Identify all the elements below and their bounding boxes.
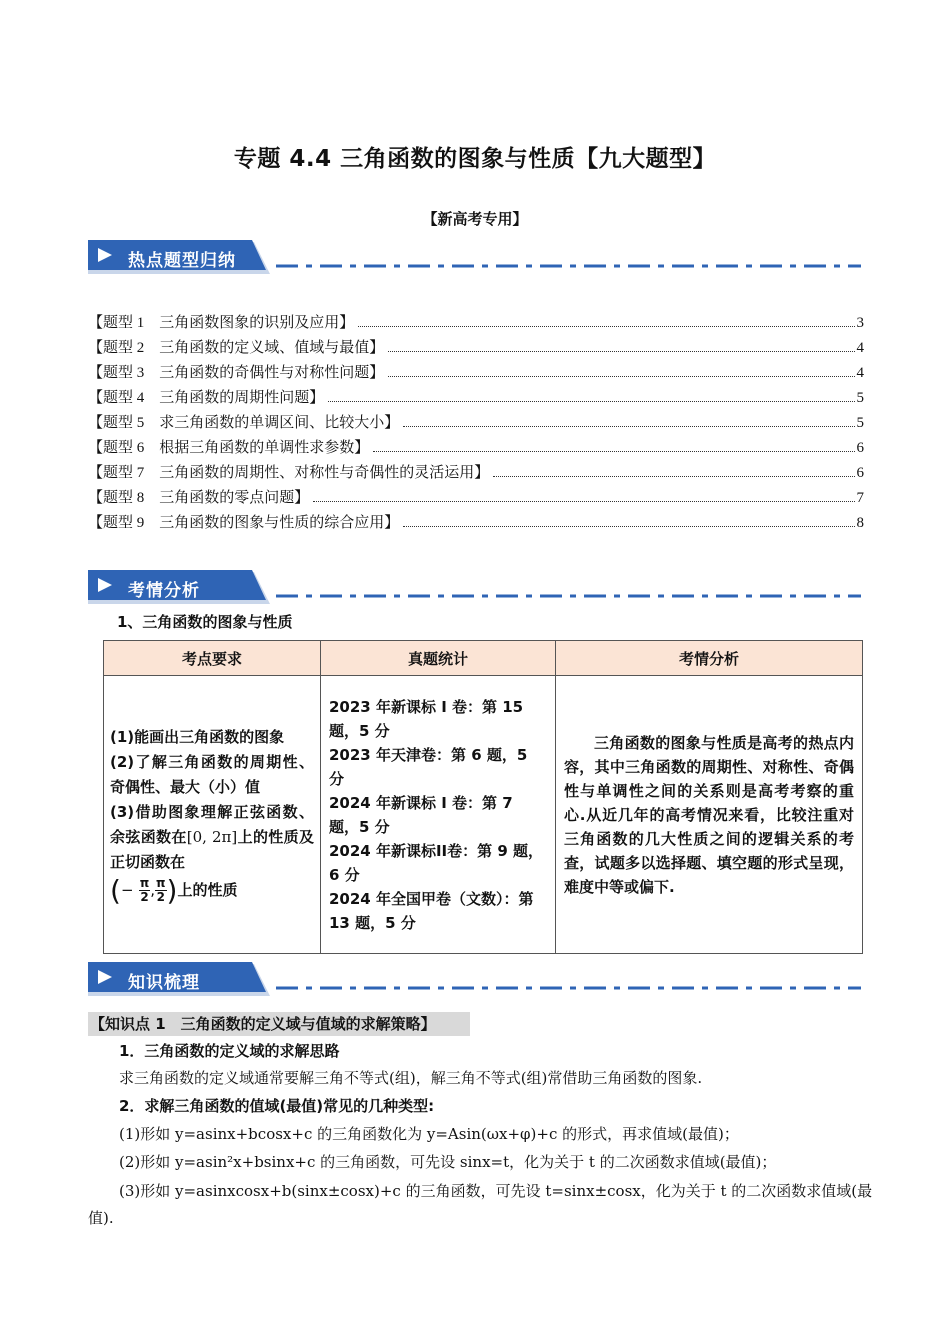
toc-item-label: 【题型 3 三角函数的奇偶性与对称性问题】 xyxy=(88,365,385,381)
toc-item-1[interactable] xyxy=(88,310,864,332)
exam-item: 2023 年天津卷：第 6 题，5 分 xyxy=(329,745,528,788)
table-header-exams: 真题统计 xyxy=(321,641,556,676)
fraction-neg-pi-over-2 xyxy=(139,877,151,904)
toc-item-label: 【题型 8 三角函数的零点问题】 xyxy=(88,490,310,506)
fraction-numerator: π xyxy=(156,876,166,890)
exam-item: 2024 年新课标II卷：第 9 题，6 分 xyxy=(329,841,544,884)
banner-knowledge-label: 知识梳理 xyxy=(128,973,200,993)
toc-item-page: 7 xyxy=(856,490,864,506)
table-header-requirements: 考点要求 xyxy=(104,641,321,676)
toc-item-page: 5 xyxy=(856,390,864,406)
list-item-2: (2)形如 y=asin²x+bsinx+c 的三角函数，可先设 sinx=t，化为关于 t 的二次函数求值域(最值)； xyxy=(119,1153,777,1171)
requirement-1: (1)能画出三角函数的图象 xyxy=(110,728,285,746)
banner-dash-line xyxy=(276,264,861,268)
toc-item-page: 4 xyxy=(856,365,864,381)
toc-item-label: 【题型 9 三角函数的图象与性质的综合应用】 xyxy=(88,515,400,531)
toc-item-7[interactable] xyxy=(88,460,864,482)
knowledge-point-1-title: 【知识点 1 三角函数的定义域与值域的求解策略】 xyxy=(88,1012,470,1036)
paragraph-1: 求三角函数的定义域通常要解三角不等式(组)，解三角不等式(组)常借助三角函数的图象. xyxy=(119,1069,703,1087)
analysis-cell xyxy=(556,676,863,954)
fraction-denominator: 2 xyxy=(140,890,149,904)
list-item-3: (3)形如 y=asinxcosx+b(sinx±cosx)+c 的三角函数，可先设 t=sinx±cosx，化为关于 t 的二次函数求值域(最 xyxy=(119,1182,873,1200)
toc-item-6[interactable] xyxy=(88,435,864,457)
heading-1: 1．三角函数的定义域的求解思路 xyxy=(119,1042,340,1060)
toc-item-page: 8 xyxy=(856,515,864,531)
list-item-1: (1)形如 y=asinx+bcosx+c 的三角函数化为 y=Asin(ωx+φ)+c 的形式，再求值域(最值)； xyxy=(119,1125,739,1143)
requirement-3 xyxy=(110,800,314,907)
requirement-3-text-c: 上的性质 xyxy=(177,881,238,899)
banner-toc xyxy=(88,240,888,276)
heading-2: 2．求解三角函数的值域(最值)常见的几种类型: xyxy=(119,1097,435,1115)
toc-item-page: 3 xyxy=(856,315,864,331)
exam-item: 2024 年全国甲卷（文数）：第 13 题，5 分 xyxy=(329,889,534,932)
fraction-pi-over-2 xyxy=(155,877,167,904)
toc-item-2[interactable] xyxy=(88,335,864,357)
interval-row: (− $\frac{\pi}{2}$ , $\frac{\pi}{2}$ )上的性质 xyxy=(110,874,238,907)
banner-analysis xyxy=(88,570,888,606)
toc-item-label: 【题型 7 三角函数的周期性、对称性与奇偶性的灵活运用】 xyxy=(88,465,490,481)
requirement-3-text-a: (3)借助图象理解正弦函数、余弦函数在 xyxy=(110,803,314,846)
exam-item: 2023 年新课标 I 卷：第 15 题，5 分 xyxy=(329,697,524,740)
right-paren: ) xyxy=(166,874,178,907)
banner-dash-line xyxy=(276,594,861,598)
requirements-cell xyxy=(104,676,321,954)
list-item-3-cont: 值). xyxy=(88,1209,114,1227)
toc-item-page: 4 xyxy=(856,340,864,356)
toc-item-label: 【题型 4 三角函数的周期性问题】 xyxy=(88,390,325,406)
banner-dash-line xyxy=(276,986,861,990)
fraction-denominator: 2 xyxy=(156,890,165,904)
left-paren: ( xyxy=(110,874,121,907)
toc-item-label: 【题型 6 根据三角函数的单调性求参数】 xyxy=(88,440,370,456)
toc-item-page: 5 xyxy=(856,415,864,431)
banner-knowledge xyxy=(88,962,888,998)
exam-item: 2024 年新课标 I 卷：第 7 题，5 分 xyxy=(329,793,513,836)
table-header-analysis: 考情分析 xyxy=(556,641,863,676)
fraction-numerator: π xyxy=(139,876,150,890)
banner-toc-label: 热点题型归纳 xyxy=(128,251,236,271)
toc-item-5[interactable] xyxy=(88,410,864,432)
toc-item-8[interactable] xyxy=(88,485,864,507)
toc-item-4[interactable] xyxy=(88,385,864,407)
page-subtitle: 【新高考专用】 xyxy=(422,210,528,228)
toc-item-label: 【题型 5 求三角函数的单调区间、比较大小】 xyxy=(88,415,400,431)
toc-item-page: 6 xyxy=(856,440,864,456)
requirement-3-text-b: 上的性质及正切函数在 xyxy=(110,828,314,871)
toc-item-page: 6 xyxy=(856,465,864,481)
toc-item-3[interactable] xyxy=(88,360,864,382)
analysis-table xyxy=(103,640,863,954)
banner-analysis-label: 考情分析 xyxy=(128,581,200,601)
interval-0-2pi: [0, 2π] xyxy=(186,828,238,846)
page-title: 专题 4.4 三角函数的图象与性质【九大题型】 xyxy=(233,146,717,172)
toc-item-label: 【题型 2 三角函数的定义域、值域与最值】 xyxy=(88,340,385,356)
minus-sign: − xyxy=(120,881,134,899)
exams-cell xyxy=(321,676,556,954)
section-label: 1、三角函数的图象与性质 xyxy=(117,613,293,631)
requirement-2: (2)了解三角函数的周期性、奇偶性、最大（小）值 xyxy=(110,753,314,796)
toc-item-9[interactable] xyxy=(88,510,864,532)
toc-item-label: 【题型 1 三角函数图象的识别及应用】 xyxy=(88,315,355,331)
analysis-text: 三角函数的图象与性质是高考的热点内容，其中三角函数的周期性、对称性、奇偶性与单调性之间的关系则是高考考察的重心.从近几年的高考情况来看，比较注重对三角函数的几大性质之间的逻辑关系的考查，试题多以选择题、填空题的形式呈现，难度中等或偏下. xyxy=(564,733,854,896)
